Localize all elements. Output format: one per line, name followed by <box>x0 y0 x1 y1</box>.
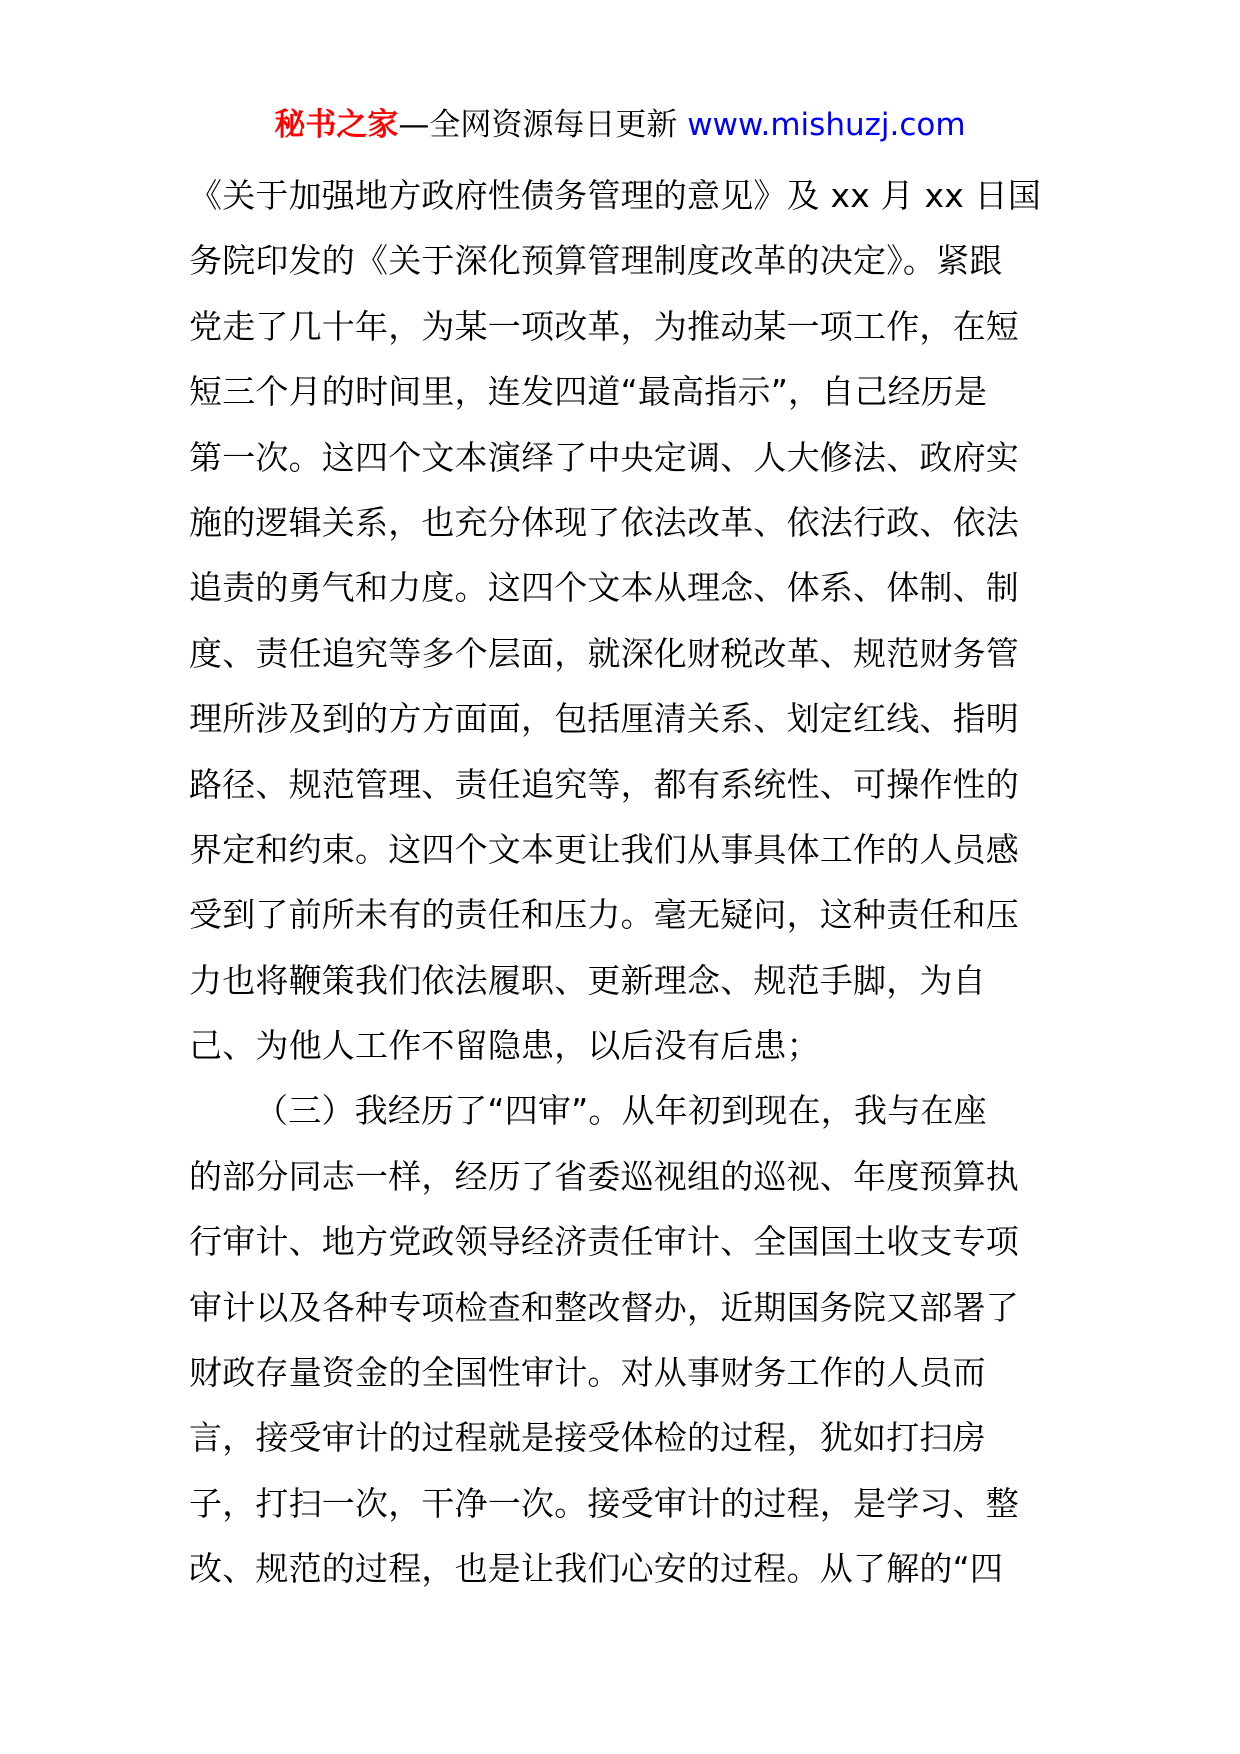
page-header <box>0 100 1240 150</box>
text-line: 的部分同志一样，经历了省委巡视组的巡视、年度预算执 <box>189 1156 1019 1196</box>
text-line: 言，接受审计的过程就是接受体检的过程，犹如打扫房 <box>189 1418 986 1458</box>
text-line: 务院印发的《关于深化预算管理制度改革的决定》。紧跟 <box>189 241 1003 281</box>
text-line: 界定和约束。这四个文本更让我们从事具体工作的人员感 <box>189 829 1019 869</box>
text-line: 行审计、地方党政领导经济责任审计、全国国土收支专项 <box>189 1222 1019 1262</box>
text-line: （三）我经历了“四审”。从年初到现在，我与在座 <box>255 1091 987 1131</box>
text-line: 受到了前所未有的责任和压力。毫无疑问，这种责任和压 <box>189 895 1019 935</box>
text-line: 子，打扫一次，干净一次。接受审计的过程，是学习、整 <box>189 1483 1019 1523</box>
text-line: 度、责任追究等多个层面，就深化财税改革、规范财务管 <box>189 633 1019 673</box>
brand-name: 秘书之家 <box>274 107 399 143</box>
website-link[interactable]: www.mishuzj.com <box>687 107 966 143</box>
document-body <box>189 163 1059 1602</box>
text-line: 理所涉及到的方方面面，包括厘清关系、划定红线、指明 <box>189 699 1019 739</box>
text-line: 力也将鞭策我们依法履职、更新理念、规范手脚，为自 <box>189 960 986 1000</box>
text-line: 路径、规范管理、责任追究等，都有系统性、可操作性的 <box>189 764 1019 804</box>
text-line: 施的逻辑关系，也充分体现了依法改革、依法行政、依法 <box>189 502 1019 542</box>
text-line: 财政存量资金的全国性审计。对从事财务工作的人员而 <box>189 1353 986 1393</box>
header-tagline: —全网资源每日更新 <box>398 107 688 143</box>
text-line: 改、规范的过程，也是让我们心安的过程。从了解的“四 <box>189 1549 1004 1589</box>
text-line: 追责的勇气和力度。这四个文本从理念、体系、体制、制 <box>189 568 1019 608</box>
text-line: 党走了几十年，为某一项改革，为推动某一项工作，在短 <box>189 306 1019 346</box>
text-line: 己、为他人工作不留隐患，以后没有后患； <box>189 1026 820 1066</box>
text-line: 《关于加强地方政府性债务管理的意见》及 xx 月 xx 日国 <box>189 176 1042 215</box>
text-line: 第一次。这四个文本演绎了中央定调、人大修法、政府实 <box>189 437 1019 477</box>
text-line: 短三个月的时间里，连发四道“最高指示”，自己经历是 <box>189 372 988 412</box>
text-line: 审计以及各种专项检查和整改督办，近期国务院又部署了 <box>189 1287 1019 1327</box>
